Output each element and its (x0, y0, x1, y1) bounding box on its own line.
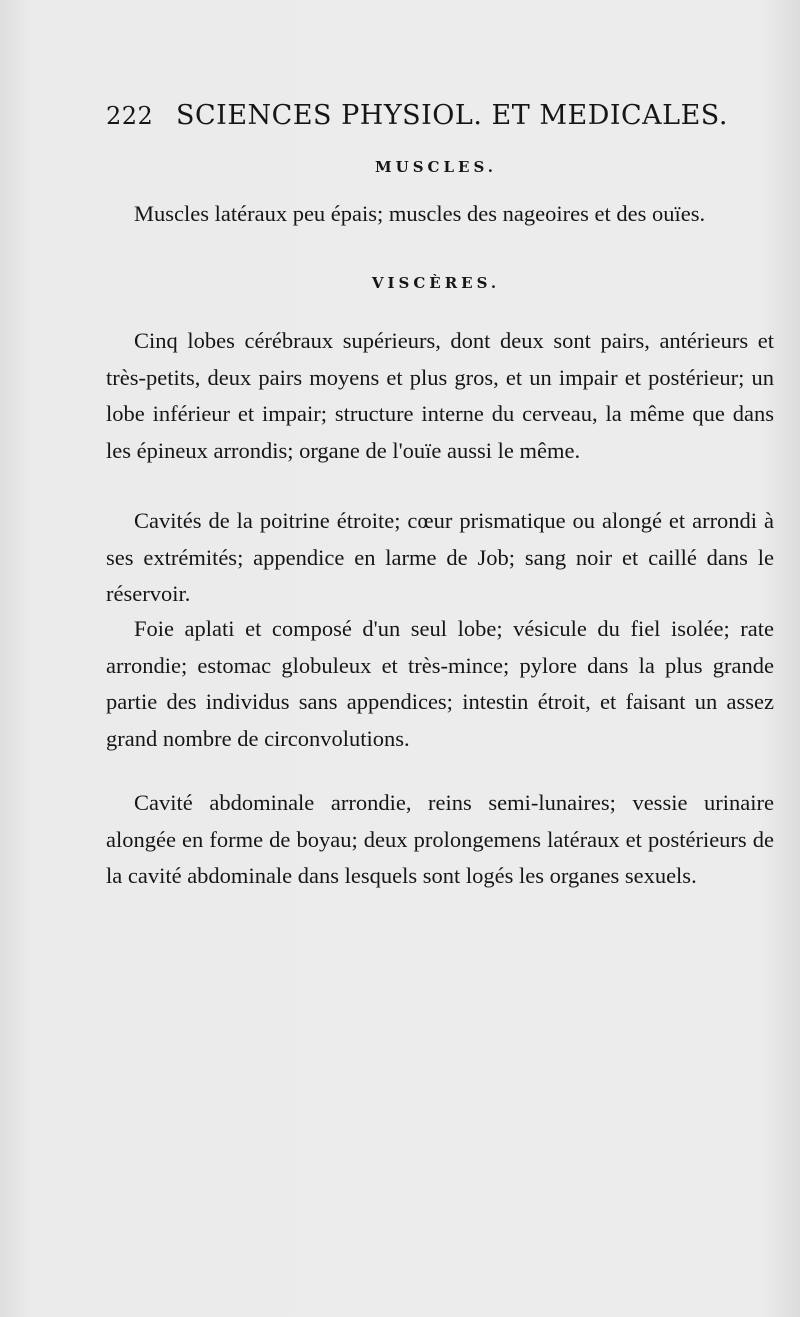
paragraph-chest: Cavités de la poitrine étroite; cœur prismatique ou alongé et arrondi à ses extrémités; appendice en larme de Job; sang noir et caillé dans le réservoir. (106, 508, 774, 607)
paragraph-abdomen: Cavité abdominale arrondie, reins semi-lunaires; vessie urinaire alongée en forme de boyau; deux prolongemens latéraux et postérieurs de la cavité abdominale dans lesquels sont logés les organes sexuels. (106, 790, 774, 889)
page-number: 222 (106, 102, 154, 130)
running-title: SCIENCES PHYSIOL. ET MEDICALES. (176, 100, 728, 131)
section-heading-muscles: MUSCLES. (375, 158, 497, 176)
running-head (106, 100, 766, 131)
paragraph-liver: Foie aplati et composé d'un seul lobe; vésicule du fiel isolée; rate arrondie; estomac globuleux et très-mince; pylore dans la plus grande partie des individus sans appendices; intestin étroit, et faisant un assez grand nombre de circonvolutions. (106, 616, 774, 751)
paragraph-brain: Cinq lobes cérébraux supérieurs, dont deux sont pairs, antérieurs et très-petits, deux pairs moyens et plus gros, et un impair et postérieur; un lobe inférieur et impair; structure interne du cerveau, la même que dans les épineux arrondis; organe de l'ouïe aussi le même. (106, 328, 774, 463)
paragraph-muscles: Muscles latéraux peu épais; muscles des nageoires et des ouïes. (134, 201, 706, 226)
show-through-text (110, 930, 760, 1250)
section-heading-visceres: VISCÈRES. (371, 274, 501, 292)
